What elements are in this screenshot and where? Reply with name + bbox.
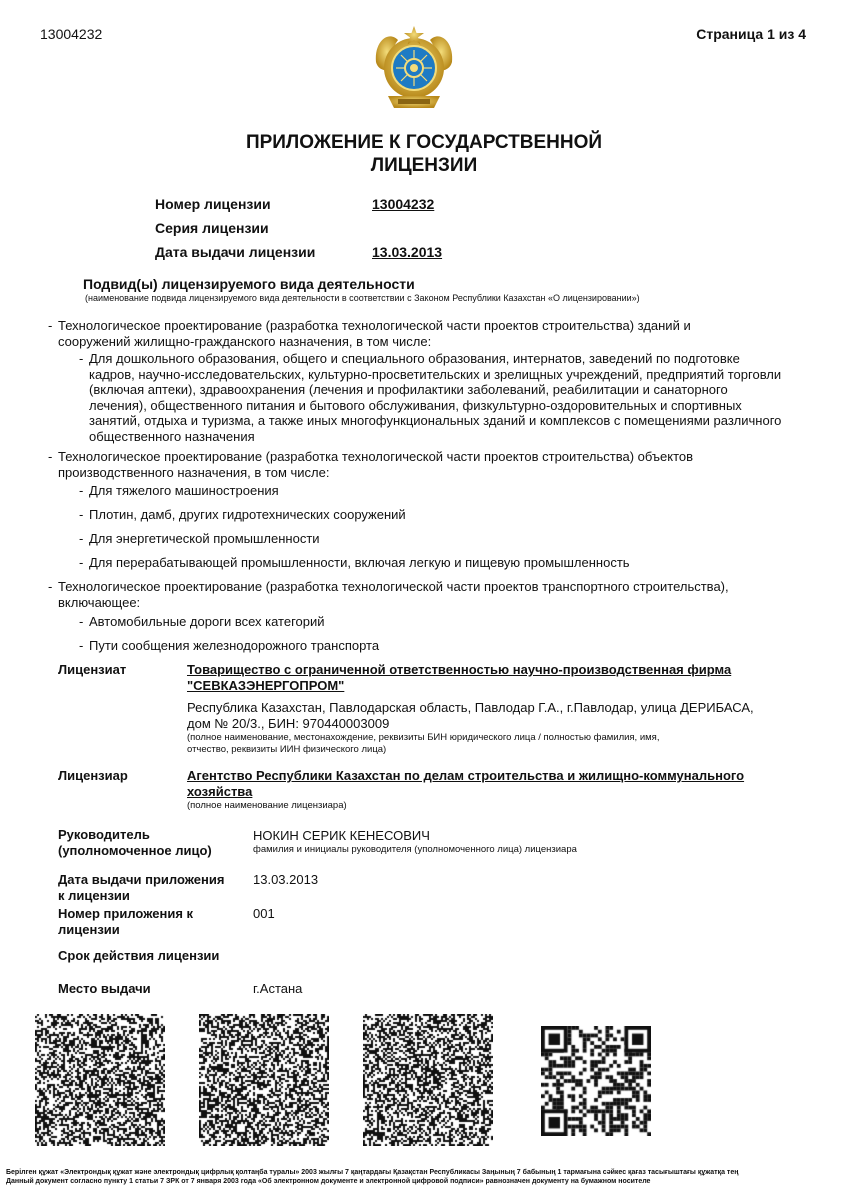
head-value: НОКИН СЕРИК КЕНЕСОВИЧ — [253, 828, 430, 843]
data-matrix-code-3-icon — [363, 1014, 493, 1146]
group3-item: - Автомобильные дороги всех категорий — [79, 614, 325, 629]
footer-line-kk: Берілген құжат «Электрондық құжат және электрондық цифрлық қолтаңба туралы» 2003 жылғы 7 қаңтардағы Қазақстан Республикасы Заңының 7 бабының 1 тармағына сәйкес қағаз тасығыштағы құжатқа тең — [6, 1169, 739, 1176]
licensor-block — [187, 768, 807, 812]
appendix-date-value: 13.03.2013 — [253, 872, 319, 887]
footer-line-ru: Данный документ согласно пункту 1 статьи 7 ЗРК от 7 января 2003 года «Об электронном документе и электронной цифровой подписи» равнозначен документу на бумажном носителе — [6, 1178, 651, 1185]
group1-line-2: сооружений жилищно-гражданского назначения, в том числе: — [58, 333, 432, 349]
licensee-label: Лицензиат — [58, 662, 127, 677]
place-label: Место выдачи — [58, 981, 151, 996]
place-value: г.Астана — [253, 981, 303, 996]
group1-sub-line-4: лечения), общественного питания и бытового обслуживания, физкультурно-оздоровительных и спортивных — [89, 397, 742, 413]
state-emblem-icon — [368, 22, 460, 114]
title-line-2: ЛИЦЕНЗИИ — [370, 155, 478, 176]
licensor-note: (полное наименование лицензиара) — [187, 800, 347, 811]
validity-label: Срок действия лицензии — [58, 948, 220, 963]
group1-sub-line-3: (включая аптеки), здравоохранения (лечения и профилактики заболеваний, реабилитации и санаторного — [89, 382, 728, 397]
head-note: фамилия и инициалы руководителя (уполномоченного лица) лицензиара — [253, 844, 577, 855]
group2-item: - Для тяжелого машиностроения — [79, 483, 279, 498]
subtypes-note: (наименование подвида лицензируемого вида деятельности в соответствии с Законом Республики Казахстан «О лицензировании») — [85, 293, 640, 303]
group2-line-1: Технологическое проектирование (разработка технологической части проектов строительства) объектов — [58, 449, 694, 464]
head-label-line-1: Руководитель — [58, 827, 150, 842]
page-indicator: Страница 1 из 4 — [696, 26, 806, 42]
group2-item: - Для перерабатывающей промышленности, включая легкую и пищевую промышленность — [79, 555, 630, 570]
license-date-row — [155, 244, 442, 260]
head-label — [58, 827, 212, 859]
license-number-row — [155, 196, 434, 212]
title-line-1: ПРИЛОЖЕНИЕ К ГОСУДАРСТВЕННОЙ — [245, 132, 603, 153]
license-number-label: Номер лицензии — [155, 196, 271, 212]
activity-group-1-sub: - Для дошкольного образования, общего и специального образования, интернатов, заведений по подготовке кадров, научно-исследовательских, культурно-просветительских и зрелищных учреждений, предприятий торговли (включая аптеки), здравоохранения (лечения и профилактики заболеваний, реабилитации и санаторного лечения), общественного питания и бытового обслуживания, физкультурно-оздоровительных и спортивных занятий, отдыха и туризма, а также иных многофункциональных зданий и комплексов с помещениями различного общественного назначения — [89, 351, 829, 444]
group1-line-1: Технологическое проектирование (разработка технологической части проектов строительства) зданий и — [58, 318, 691, 333]
activity-group-1: - Технологическое проектирование (разработка технологической части проектов строительства) зданий и сооружений жилищно-гражданского назначения, в том числе: — [58, 318, 818, 349]
license-date-value: 13.03.2013 — [372, 244, 443, 260]
head-label-line-2: (уполномоченное лицо) — [58, 843, 212, 858]
group2-line-2: производственного назначения, в том числе: — [58, 464, 330, 480]
licensee-note-line-2: отчество, реквизиты ИИН физического лица) — [187, 744, 387, 755]
document-title — [0, 131, 848, 177]
appendix-number-label: Номер приложения к лицензии — [58, 906, 194, 937]
licensor-name-line-1: Агентство Республики Казахстан по делам строительства и жилищно-коммунального — [187, 768, 745, 783]
license-series-row — [155, 220, 372, 236]
licensor-name-line-2: хозяйства — [187, 784, 253, 799]
data-matrix-code-1-icon — [35, 1014, 165, 1146]
appendix-date-label: Дата выдачи приложения к лицензии — [58, 872, 225, 903]
licensee-name-line-2: "СЕВКАЗЭНЕРГОПРОМ" — [187, 678, 345, 693]
licensee-address-line-2: дом № 20/3., БИН: 970440003009 — [187, 715, 390, 731]
group3-item: - Пути сообщения железнодорожного транспорта — [79, 638, 380, 653]
subtypes-heading: Подвид(ы) лицензируемого вида деятельности — [83, 276, 415, 292]
activity-group-2: - Технологическое проектирование (разработка технологической части проектов строительства) объектов производственного назначения, в том числе: — [58, 449, 818, 480]
licensor-label: Лицензиар — [58, 768, 128, 783]
licensee-address-line-1: Республика Казахстан, Павлодарская область, Павлодар Г.А., г.Павлодар, улица ДЕРИБАСА, — [187, 700, 754, 715]
group1-sub-line-5: занятий, отдыха и туризма, а также иных многофункциональных зданий и комплексов с помещениями различного — [89, 413, 782, 428]
group3-line-2: включающее: — [58, 594, 141, 610]
group1-sub-line-2: кадров, научно-исследовательских, культурно-просветительских и зрелищных учреждений, предприятий торговли — [89, 366, 782, 382]
qr-code-icon — [541, 1026, 651, 1136]
licensee-name-line-1: Товарищество с ограниченной ответственностью научно-производственная фирма — [187, 662, 732, 677]
document-number: 13004232 — [40, 26, 103, 42]
appendix-number-value: 001 — [253, 906, 275, 921]
group3-line-1: Технологическое проектирование (разработка технологической части проектов транспортного строительства), — [58, 579, 729, 594]
data-matrix-code-2-icon — [199, 1014, 329, 1146]
licensee-note-line-1: (полное наименование, местонахождение, реквизиты БИН юридического лица / полностью фамилия, имя, — [187, 732, 660, 743]
license-date-label: Дата выдачи лицензии — [155, 244, 316, 260]
group1-sub-line-6: общественного назначения — [89, 428, 255, 444]
licensee-block — [187, 662, 807, 756]
group1-sub-line-1: Для дошкольного образования, общего и специального образования, интернатов, заведений по подготовке — [89, 351, 740, 366]
license-number-value: 13004232 — [372, 196, 435, 212]
activity-group-3: - Технологическое проектирование (разработка технологической части проектов транспортного строительства), включающее: — [58, 579, 818, 610]
footer-legal-note — [6, 1168, 842, 1186]
group2-item: - Для энергетической промышленности — [79, 531, 320, 546]
license-series-label: Серия лицензии — [155, 220, 269, 236]
group2-item: - Плотин, дамб, других гидротехнических сооружений — [79, 507, 406, 522]
